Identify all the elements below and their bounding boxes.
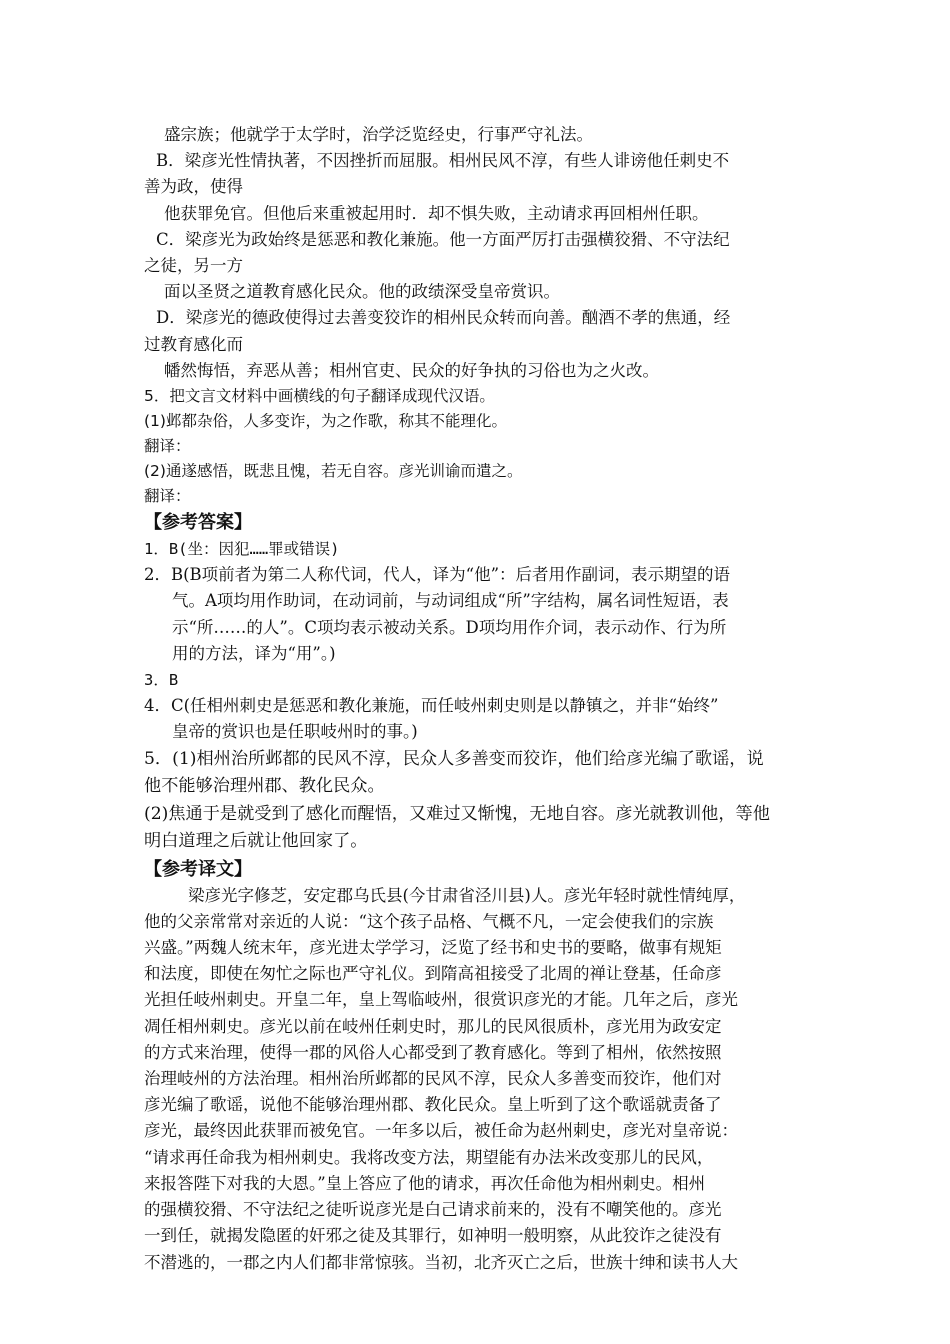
translation-line: 兴盛。”两魏人统末年，彦光进太学学习，泛览了经书和史书的要略，做事有规矩 bbox=[144, 938, 722, 958]
translation-line: 一到任，就揭发隐匿的奸邪之徒及其罪行，如神明一般明察，从此狡诈之徒没有 bbox=[144, 1226, 722, 1246]
translation-line: 他的父亲常常对亲近的人说：“这个孩子品格、气概不凡，一定会使我们的宗族 bbox=[144, 911, 714, 931]
question-5-title: 5．把文言文材料中画横线的句子翻译成现代汉语。 bbox=[144, 387, 495, 406]
answer-1: 1．B(坐：因犯……罪或错误) bbox=[144, 540, 340, 559]
translation-line: 光担任岐州刺史。开皇二年，皇上驾临岐州，很赏识彦光的才能。几年之后，彦光 bbox=[144, 990, 738, 1010]
option-b-line: B．梁彦光性情执著，不因挫折而屈服。相州民风不淳，有些人诽谤他任刺史不 bbox=[156, 151, 730, 171]
translation-line: 凋任相州刺史。彦光以前在岐州任刺史时，那儿的民风很质朴，彦光用为政安定 bbox=[144, 1016, 722, 1036]
answer-3: 3．B bbox=[144, 671, 179, 690]
translation-line: 来报答陛下对我的大恩。”皇上答应了他的请求，再次任命他为相州刺史。相州 bbox=[144, 1173, 706, 1193]
translation-line: 治理岐州的方法治理。相州治所邺都的民风不淳，民众人多善变而狡诈，他们对 bbox=[144, 1069, 722, 1089]
option-c-line: 面以圣贤之道教育感化民众。他的政绩深受皇帝赏识。 bbox=[164, 282, 560, 302]
question-5-sentence-2: (2)通遂感悟，既悲且愧，若无自容。彦光训谕而遣之。 bbox=[144, 462, 523, 481]
option-c-line: C．梁彦光为政始终是惩恶和教化兼施。他一方面严厉打击强横狡猾、不守法纪 bbox=[156, 229, 730, 249]
option-d-line: 过教育感化而 bbox=[144, 334, 243, 354]
option-c-line: 之徒，另一方 bbox=[144, 256, 243, 276]
answer-4-line: 4．C(任相州刺史是惩恶和教化兼施，而任岐州刺史则是以静镇之，并非“始终” bbox=[144, 696, 719, 716]
answer-5-line: 他不能够治理州郡、教化民众。 bbox=[144, 776, 385, 797]
answer-5-line: 明白道理之后就让他回家了。 bbox=[144, 831, 368, 852]
option-d-line: D．梁彦光的德政使得过去善变狡诈的相州民众转而向善。酗酒不孝的焦通，经 bbox=[156, 308, 731, 328]
answer-5-line: (2)焦通于是就受到了感化而醒悟，又难过又惭愧，无地自容。彦光就教训他，等他 bbox=[144, 803, 770, 824]
option-a-continuation: 盛宗族；他就学于太学时，治学泛览经史，行事严守礼法。 bbox=[164, 125, 593, 144]
option-b-line: 善为政，使得 bbox=[144, 177, 243, 197]
answer-2-line: 气。A项均用作助词，在动词前，与动词组成“所”字结构，属名词性短语，表 bbox=[172, 591, 729, 611]
answers-heading: 【参考答案】 bbox=[144, 512, 252, 534]
translation-line: “请求再任命我为相州刺史。我将改变方法，期望能有办法米改变那儿的民风， bbox=[144, 1147, 714, 1167]
translation-line: 彦光，最终因此获罪而被免官。一年多以后，被任命为赵州刺史，彦光对皇帝说： bbox=[144, 1121, 738, 1141]
answer-2-line: 用的方法，译为“用”。) bbox=[172, 643, 336, 663]
translation-line: 梁彦光字修芝，安定郡乌氏县(今甘肃省泾川县)人。彦光年轻时就性情纯厚， bbox=[188, 885, 746, 905]
translation-line: 不潜逃的，一郡之内人们都非常惊骇。当初，北齐灭亡之后，世族十绅和读书人大 bbox=[144, 1252, 738, 1272]
translation-line: 和法度，即使在匆忙之际也严守礼仪。到隋高祖接受了北周的禅让登基，任命彦 bbox=[144, 964, 722, 984]
answer-2-line: 2．B(B项前者为第二人称代词，代人，译为“他”：后者用作副词，表示期望的语 bbox=[144, 565, 731, 585]
document-content bbox=[144, 122, 814, 1276]
option-d-line: 幡然悔悟，弃恶从善；相州官吏、民众的好争执的习俗也为之火改。 bbox=[164, 360, 659, 380]
question-5-sentence-1: (1)邺都杂俗，人多变诈，为之作歌，称其不能理化。 bbox=[144, 412, 507, 431]
translation-line: 的强横狡猾、不守法纪之徒听说彦光是白己请求前来的，没有不嘲笑他的。彦光 bbox=[144, 1200, 722, 1220]
answer-4-line: 皇帝的赏识也是任职岐州时的事。) bbox=[172, 722, 418, 742]
option-b-line: 他获罪免官。但他后来重被起用时．却不惧失败，主动请求再回相州任职。 bbox=[164, 203, 709, 223]
translation-label-1: 翻译： bbox=[144, 437, 191, 456]
answer-5-line: 5．(1)相州治所邺都的民风不淳，民众人多善变而狡诈，他们给彦光编了歌谣，说 bbox=[144, 748, 764, 769]
translation-label-2: 翻译： bbox=[144, 487, 191, 506]
answer-2-line: 示“所……的人”。C项均表示被动关系。D项均用作介词，表示动作、行为所 bbox=[172, 617, 727, 637]
translation-line: 彦光编了歌谣，说他不能够治理州郡、教化民众。皇上听到了这个歌谣就责备了 bbox=[144, 1095, 722, 1115]
translation-line: 的方式来治理，使得一郡的风俗人心都受到了教育感化。等到了相州，依然按照 bbox=[144, 1042, 722, 1062]
translation-heading: 【参考译文】 bbox=[144, 858, 252, 880]
